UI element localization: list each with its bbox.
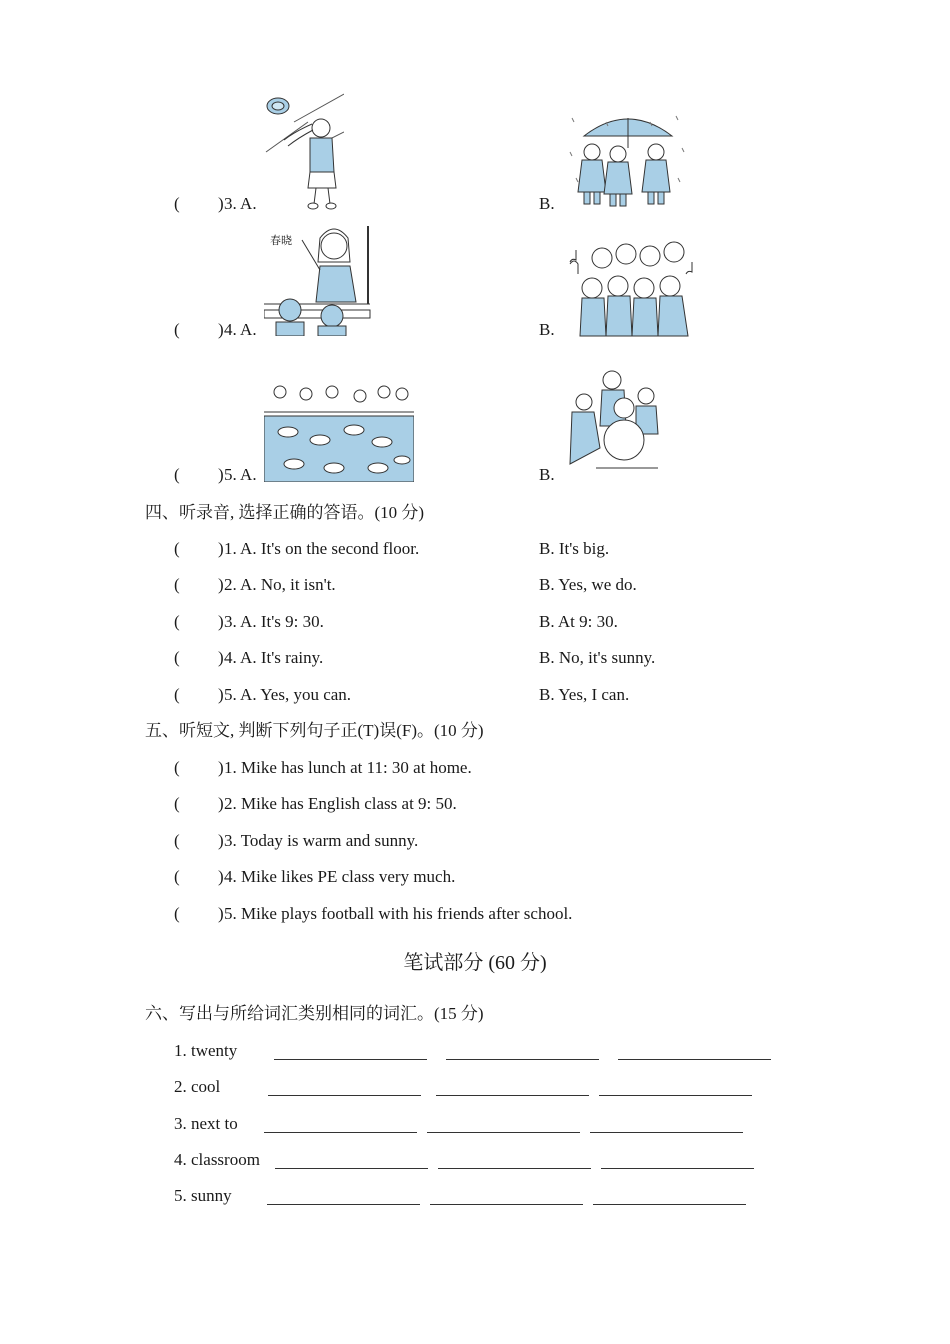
answer-paren-open[interactable]: (	[174, 794, 180, 813]
answer-paren-close: )	[218, 867, 224, 886]
option-b: B. Yes, we do.	[539, 575, 637, 594]
option-b: B. At 9: 30.	[539, 612, 618, 631]
answer-blank[interactable]	[427, 1131, 580, 1133]
answer-blank[interactable]	[599, 1094, 752, 1096]
statement-text: 1. Mike has lunch at 11: 30 at home.	[224, 758, 472, 777]
statement-text: 2. Mike has English class at 9: 50.	[224, 794, 457, 813]
swimming-pool-illustration	[264, 380, 414, 482]
answer-blank[interactable]	[618, 1058, 771, 1060]
answer-blank[interactable]	[446, 1058, 599, 1060]
given-word: 1. twenty	[174, 1041, 238, 1060]
answer-paren-close: )	[218, 831, 224, 850]
answer-blank[interactable]	[438, 1167, 591, 1169]
option-a: 2. A. No, it isn't.	[224, 575, 336, 594]
option-a: 5. A. Yes, you can.	[224, 685, 352, 704]
answer-paren-close: )	[218, 794, 224, 813]
answer-paren-close: )	[218, 648, 224, 667]
answer-blank[interactable]	[590, 1131, 743, 1133]
answer-blank[interactable]	[593, 1203, 746, 1205]
answer-paren-open[interactable]: (	[174, 465, 180, 484]
option-b: B. No, it's sunny.	[539, 648, 656, 667]
answer-paren-close: )	[218, 758, 224, 777]
blackboard-text: 春晓	[270, 234, 292, 247]
written-part-title: 笔试部分 (60 分)	[403, 952, 547, 974]
statement-text: 5. Mike plays football with his friends after school.	[224, 904, 573, 923]
answer-paren-close: )	[218, 539, 224, 558]
answer-blank[interactable]	[436, 1094, 589, 1096]
answer-paren-open[interactable]: (	[174, 831, 180, 850]
answer-paren-open[interactable]: (	[174, 758, 180, 777]
answer-paren-close: )	[218, 904, 224, 923]
answer-paren-close: )	[218, 685, 224, 704]
children-singing-illustration	[562, 236, 704, 338]
answer-paren-close: )	[218, 575, 224, 594]
answer-paren-open[interactable]: (	[174, 648, 180, 667]
answer-blank[interactable]	[430, 1203, 583, 1205]
question-number: 4. A.	[224, 320, 257, 339]
option-b-label: B.	[539, 320, 555, 339]
question-number: 5. A.	[224, 465, 257, 484]
option-b-label: B.	[539, 194, 555, 213]
answer-paren-open[interactable]: (	[174, 575, 180, 594]
section-6-heading: 六、写出与所给词汇类别相同的词汇。(15 分)	[145, 1004, 484, 1023]
answer-blank[interactable]	[267, 1203, 420, 1205]
answer-paren-open[interactable]: (	[174, 320, 180, 339]
statement-text: 3. Today is warm and sunny.	[224, 831, 419, 850]
question-number: 3. A.	[224, 194, 257, 213]
option-b-label: B.	[539, 465, 555, 484]
children-in-rain-illustration	[566, 108, 692, 210]
section-4-heading: 四、听录音, 选择正确的答语。(10 分)	[145, 503, 425, 522]
answer-blank[interactable]	[264, 1131, 417, 1133]
option-a: 4. A. It's rainy.	[224, 648, 324, 667]
answer-paren-open[interactable]: (	[174, 612, 180, 631]
answer-paren-open[interactable]: (	[174, 194, 180, 213]
teacher-at-blackboard-illustration	[264, 226, 372, 336]
answer-paren-open[interactable]: (	[174, 685, 180, 704]
answer-blank[interactable]	[275, 1167, 428, 1169]
answer-paren-close: )	[218, 612, 224, 631]
answer-paren-close: )	[218, 465, 224, 484]
answer-blank[interactable]	[268, 1094, 421, 1096]
statement-text: 4. Mike likes PE class very much.	[224, 867, 456, 886]
option-b: B. Yes, I can.	[539, 685, 630, 704]
girl-in-wind-illustration	[264, 92, 344, 212]
given-word: 3. next to	[174, 1114, 238, 1133]
section-5-heading: 五、听短文, 判断下列句子正(T)误(F)。(10 分)	[145, 721, 484, 740]
given-word: 4. classroom	[174, 1150, 260, 1169]
answer-paren-open[interactable]: (	[174, 904, 180, 923]
option-a: 3. A. It's 9: 30.	[224, 612, 324, 631]
option-a: 1. A. It's on the second floor.	[224, 539, 420, 558]
answer-blank[interactable]	[274, 1058, 427, 1060]
answer-paren-open[interactable]: (	[174, 867, 180, 886]
option-b: B. It's big.	[539, 539, 610, 558]
given-word: 5. sunny	[174, 1186, 232, 1205]
given-word: 2. cool	[174, 1077, 221, 1096]
answer-paren-close: )	[218, 320, 224, 339]
answer-blank[interactable]	[601, 1167, 754, 1169]
answer-paren-open[interactable]: (	[174, 539, 180, 558]
snowman-family-illustration	[566, 368, 662, 474]
answer-paren-close: )	[218, 194, 224, 213]
